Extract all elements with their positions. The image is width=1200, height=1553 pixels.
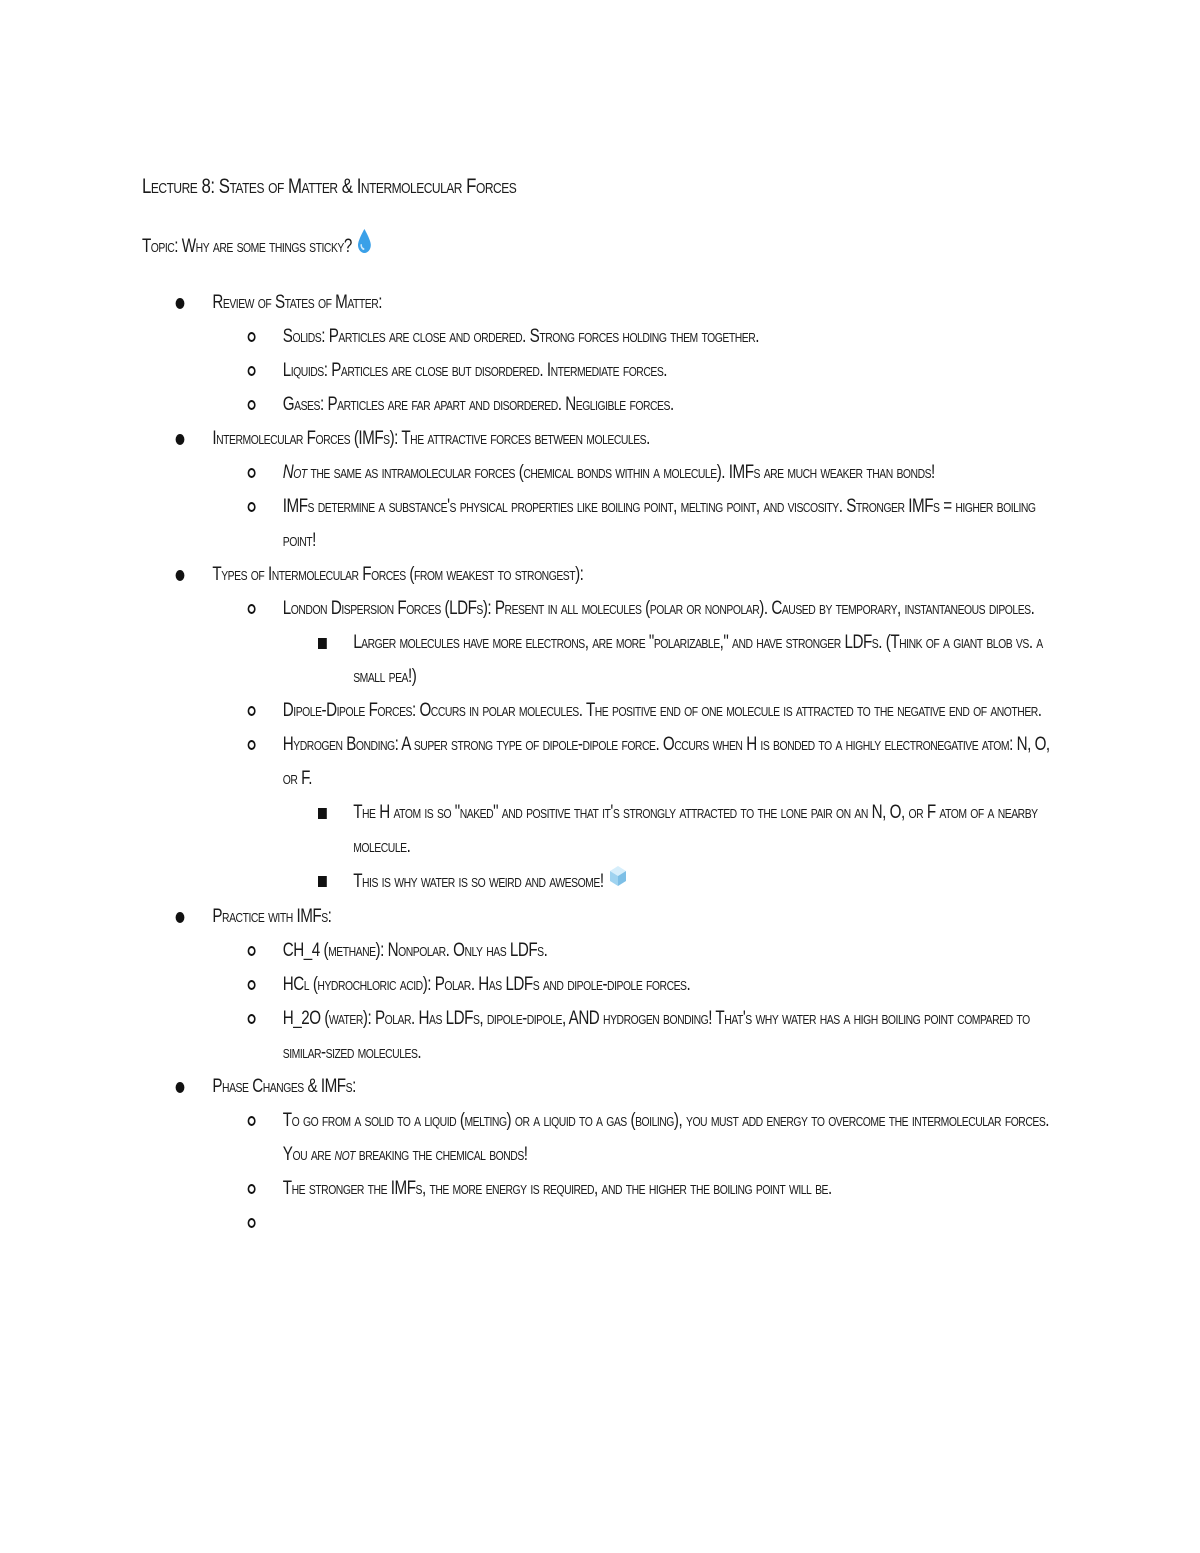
- bullet-ring: [248, 1206, 256, 1240]
- empty-list-item: [212, 1206, 1062, 1240]
- bullet-ring: [248, 1172, 256, 1206]
- list-item: [212, 490, 1062, 558]
- bullet-ring: [248, 456, 256, 490]
- lecture-title: Lecture 8: States of Matter & Intermolecular Forces: [142, 175, 517, 198]
- section-heading: Review of States of Matter:: [212, 292, 383, 313]
- bullet-dot: [176, 422, 185, 456]
- section-heading: Practice with IMFs:: [212, 906, 332, 927]
- list-item: [212, 320, 1062, 354]
- item-text: breaking the chemical bonds!: [355, 1144, 528, 1165]
- list-item: [142, 900, 1062, 1070]
- list-item: [283, 864, 1062, 900]
- list-item: [212, 388, 1062, 422]
- emphasis-text: Not: [282, 462, 307, 483]
- bullet-square: [318, 796, 327, 830]
- bullet-ring: [248, 388, 256, 422]
- bullet-ring: [248, 694, 256, 728]
- item-text: HCl (hydrochloric acid): Polar. Has LDFs and dipole-dipole forces.: [282, 974, 691, 995]
- list-item: [212, 1002, 1062, 1070]
- list-item: [142, 422, 1062, 558]
- item-text: Dipole-Dipole Forces: Occurs in polar molecules. The positive end of one molecule is attracted to the negative end of another.: [282, 700, 1042, 721]
- bullet-ring: [248, 968, 256, 1002]
- list-item: [212, 354, 1062, 388]
- list-item: [212, 728, 1062, 900]
- bullet-dot: [176, 1070, 185, 1104]
- outline-list: [142, 286, 1062, 1240]
- item-text: The stronger the IMFs, the more energy is required, and the higher the boiling point will be.: [282, 1178, 832, 1199]
- list-item: [212, 968, 1062, 1002]
- ice-cube-icon: [608, 864, 627, 900]
- item-text: the same as intramolecular forces (chemical bonds within a molecule). IMFs are much weaker than bonds!: [306, 462, 935, 483]
- list-item: [212, 694, 1062, 728]
- list-item: [212, 592, 1062, 694]
- list-item: [283, 796, 1062, 864]
- list-item: [212, 1104, 1062, 1172]
- bullet-square: [318, 864, 327, 898]
- bullet-dot: [176, 900, 185, 934]
- bullet-dot: [176, 558, 185, 592]
- section-heading: Intermolecular Forces (IMFs): The attractive forces between molecules.: [212, 428, 650, 449]
- water-droplet-icon: [357, 228, 373, 266]
- item-text: Larger molecules have more electrons, are more "polarizable," and have stronger LDFs. (Think of a giant blob vs. a small pea!): [353, 632, 1043, 687]
- item-text: Hydrogen Bonding: A super strong type of dipole-dipole force. Occurs when H is bonded to a highly electronegative atom: N, O, or F.: [282, 734, 1050, 789]
- item-text: Liquids: Particles are close but disordered. Intermediate forces.: [282, 360, 668, 381]
- item-text: H_2O (water): Polar. Has LDFs, dipole-dipole, AND hydrogen bonding! That's why water has a high boiling point compared to similar-sized molecules.: [282, 1008, 1030, 1063]
- notes-content: [142, 170, 1050, 1240]
- topic-line: [142, 228, 1062, 262]
- item-text: This is why water is so weird and awesome!: [353, 871, 604, 893]
- bullet-ring: [248, 1002, 256, 1036]
- item-text: To go from a solid to a liquid (melting) or a liquid to a gas (boiling), you must add energy to overcome the intermolecular forces. You are: [282, 1110, 1050, 1165]
- list-item: [212, 456, 1062, 490]
- bullet-ring: [248, 490, 256, 524]
- item-text: Gases: Particles are far apart and disordered. Negligible forces.: [282, 394, 674, 415]
- bullet-ring: [248, 934, 256, 968]
- topic-text: Topic: Why are some things sticky?: [142, 236, 352, 258]
- list-item: [142, 558, 1062, 900]
- bullet-ring: [248, 354, 256, 388]
- bullet-ring: [248, 1104, 256, 1138]
- bullet-dot: [176, 286, 185, 320]
- item-text: Solids: Particles are close and ordered. Strong forces holding them together.: [282, 326, 759, 347]
- section-heading: Phase Changes & IMFs:: [212, 1076, 356, 1097]
- bullet-square: [318, 626, 327, 660]
- section-heading: Types of Intermolecular Forces (from weakest to strongest):: [212, 564, 584, 585]
- item-text: The H atom is so "naked" and positive that it's strongly attracted to the lone pair on an N, O, or F atom of a nearby molecule.: [353, 802, 1038, 857]
- list-item: [212, 934, 1062, 968]
- bullet-ring: [248, 320, 256, 354]
- emphasis-text: not: [334, 1144, 356, 1165]
- list-item: [142, 286, 1062, 422]
- item-text: IMFs determine a substance's physical properties like boiling point, melting point, and viscosity. Stronger IMFs = higher boiling point!: [282, 496, 1036, 551]
- item-text: London Dispersion Forces (LDFs): Present in all molecules (polar or nonpolar). Caused by temporary, instantaneous dipoles.: [282, 598, 1035, 619]
- list-item: [142, 1070, 1062, 1240]
- list-item: [212, 1172, 1062, 1206]
- bullet-ring: [248, 728, 256, 762]
- list-item: [283, 626, 1062, 694]
- bullet-ring: [248, 592, 256, 626]
- item-text: CH_4 (methane): Nonpolar. Only has LDFs.: [282, 940, 548, 961]
